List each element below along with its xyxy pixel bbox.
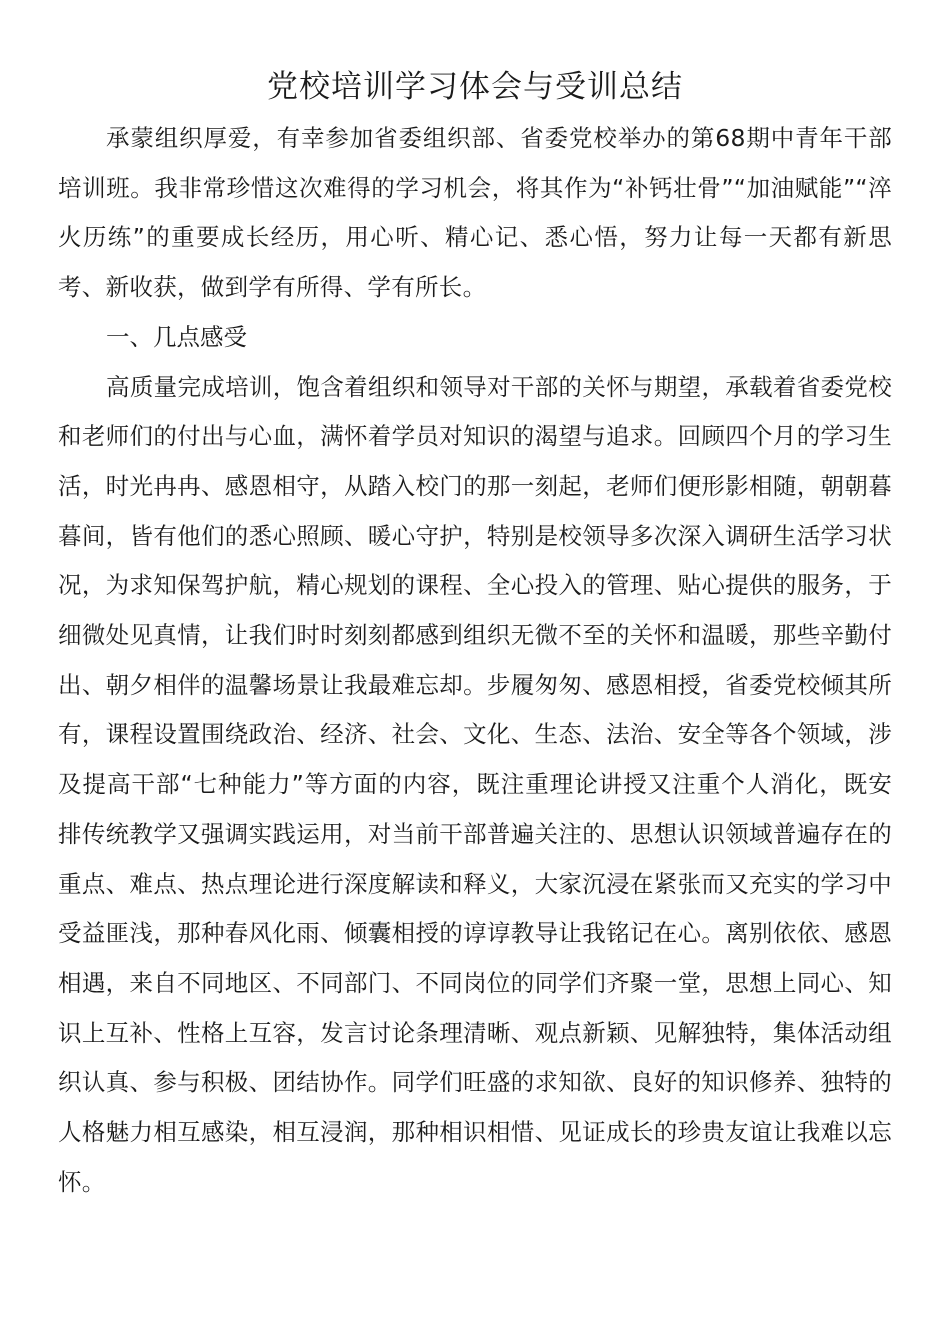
document-title: 党校培训学习体会与受训总结 — [267, 69, 683, 105]
section-heading: 一、几点感受 — [106, 322, 247, 351]
body-paragraph: 高质量完成培训，饱含着组织和领导对干部的关怀与期望，承载着省委党校和老师们的付出与心血，满怀着学员对知识的渴望与追求。回顾四个月的学习生活，时光冉冉、感恩相守，从踏入校门的那一刻起，老师们便形影相随，朝朝暮暮间，皆有他们的悉心照顾、暖心守护，特别是校领导多次深入调研生活学习状况，为求知保驾护航，精心规划的课程、全心投入的管理、贴心提供的服务，于细微处见真情，让我们时时刻刻都感到组织无微不至的关怀和温暖，那些辛勤付出、朝夕相伴的温馨场景让我最难忘却。步履匆匆、感恩相授，省委党校倾其所有，课程设置围绕政治、经济、社会、文化、生态、法治、安全等各个领域，涉及提高干部“七种能力”等方面的内容，既注重理论讲授又注重个人消化，既安排传统教学又强调实践运用，对当前干部普遍关注的、思想认识领域普遍存在的重点、难点、热点理论进行深度解读和释义，大家沉浸在紧张而又充实的学习中受益匪浅，那种春风化雨、倾囊相授的谆谆教导让我铭记在心。离别依依、感恩相遇，来自不同地区、不同部门、不同岗位的同学们齐聚一堂，思想上同心、知识上互补、性格上互容，发言讨论条理清晰、观点新颖、见解独特，集体活动组织认真、参与积极、团结协作。同学们旺盛的求知欲、良好的知识修养、独特的人格魅力相互感染，相互浸润，那种相识相惜、见证成长的珍贵友谊让我难以忘怀。 — [58, 372, 892, 1196]
intro-paragraph: 承蒙组织厚爱，有幸参加省委组织部、省委党校举办的第68期中青年干部培训班。我非常珍惜这次难得的学习机会，将其作为“补钙壮骨”“加油赋能”“淬火历练”的重要成长经历，用心听、精心记、悉心悟，努力让每一天都有新思考、新收获，做到学有所得、学有所长。 — [58, 124, 892, 302]
